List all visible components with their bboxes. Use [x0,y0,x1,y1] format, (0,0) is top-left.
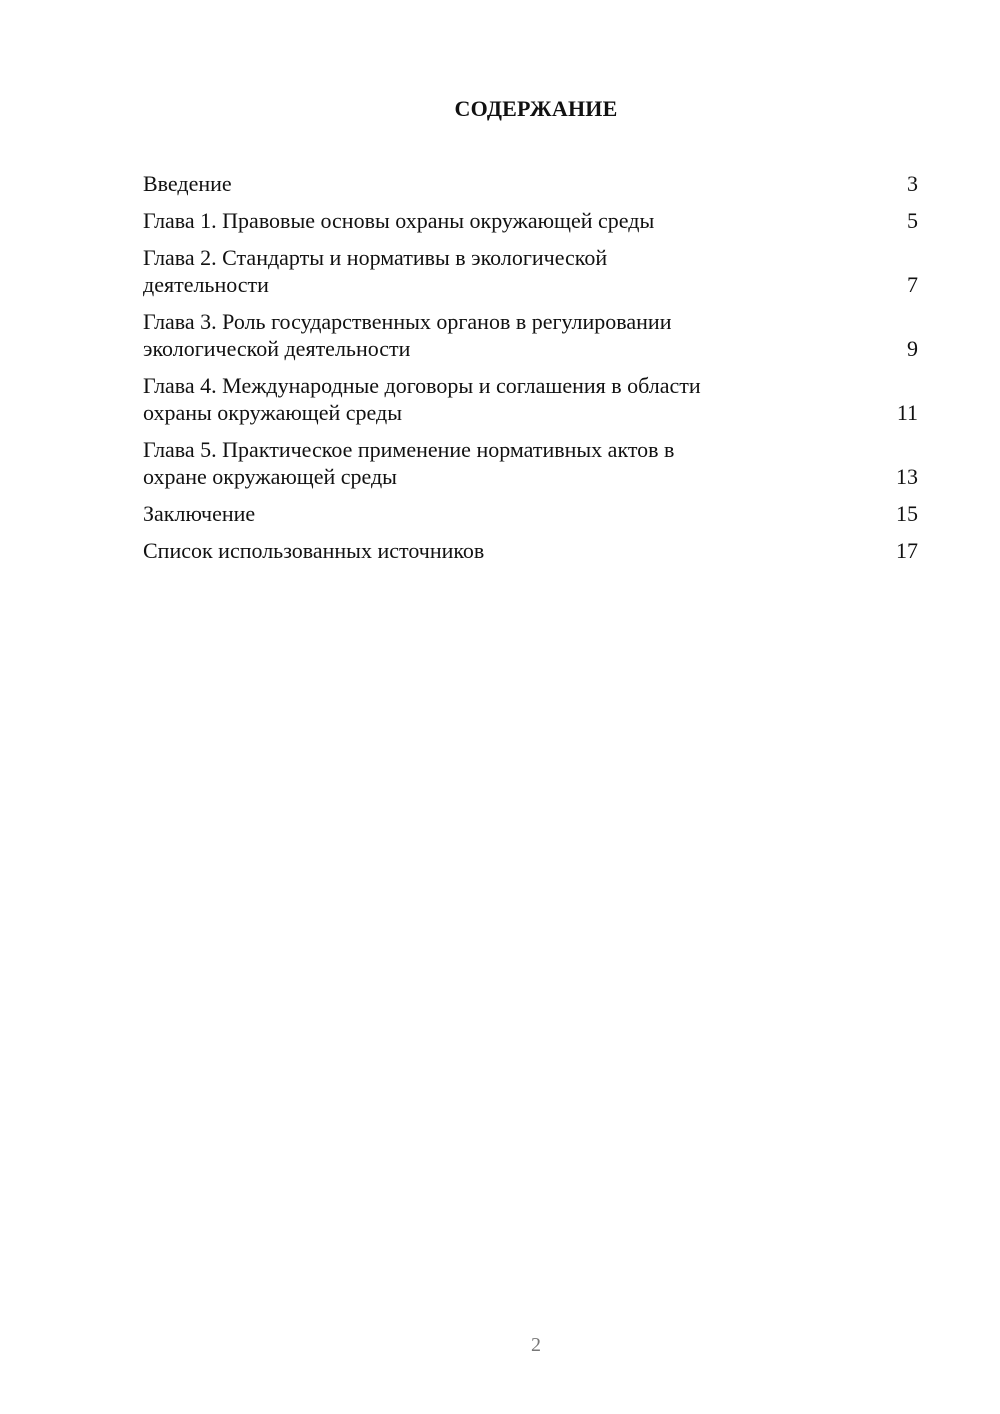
toc-entry-title-line: Список использованных источников [143,538,485,563]
toc-entry-title [143,244,793,298]
toc-entry-title [143,308,793,362]
toc-entry-page-number: 15 [896,501,918,526]
toc-entry-chapter-4 [143,372,918,426]
toc-entry-title-line: деятельности [143,272,269,297]
toc-entry-title [143,500,793,527]
page-title: СОДЕРЖАНИЕ [454,96,618,121]
toc-entry-title-line: охране окружающей среды [143,464,397,489]
toc-entry-page-number: 17 [896,538,918,563]
toc-entry-title [143,436,793,490]
toc-entry-title-line: Заключение [143,501,256,526]
toc-entry-page-number: 3 [907,171,918,196]
toc-entry-conclusion [143,500,918,527]
toc-entry-title-line: экологической деятельности [143,336,411,361]
toc-entry-title [143,207,793,234]
toc-entry-title-line: Глава 5. Практическое применение нормативных актов в [143,437,675,462]
table-of-contents [143,170,918,574]
toc-entry-references [143,537,918,564]
toc-entry-chapter-1 [143,207,918,234]
toc-entry-title-line: Глава 4. Международные договоры и соглашения в области [143,373,701,398]
toc-entry-title-line: Глава 3. Роль государственных органов в регулировании [143,309,672,334]
toc-entry-chapter-2 [143,244,918,298]
toc-entry-introduction [143,170,918,197]
toc-entry-title-line: Глава 1. Правовые основы охраны окружающей среды [143,208,655,233]
toc-entry-page-number: 13 [896,464,918,489]
toc-entry-title-line: Глава 2. Стандарты и нормативы в экологической [143,245,608,270]
toc-entry-page-number: 5 [907,208,918,233]
toc-entry-chapter-5 [143,436,918,490]
toc-entry-title [143,372,793,426]
toc-entry-title [143,537,793,564]
toc-entry-page-number: 9 [907,336,918,361]
toc-entry-title-line: охраны окружающей среды [143,400,402,425]
toc-entry-title-line: Введение [143,171,232,196]
toc-entry-chapter-3 [143,308,918,362]
toc-entry-page-number: 11 [896,400,918,425]
page-number: 2 [531,1334,541,1356]
toc-entry-page-number: 7 [907,272,918,297]
toc-entry-title [143,170,793,197]
